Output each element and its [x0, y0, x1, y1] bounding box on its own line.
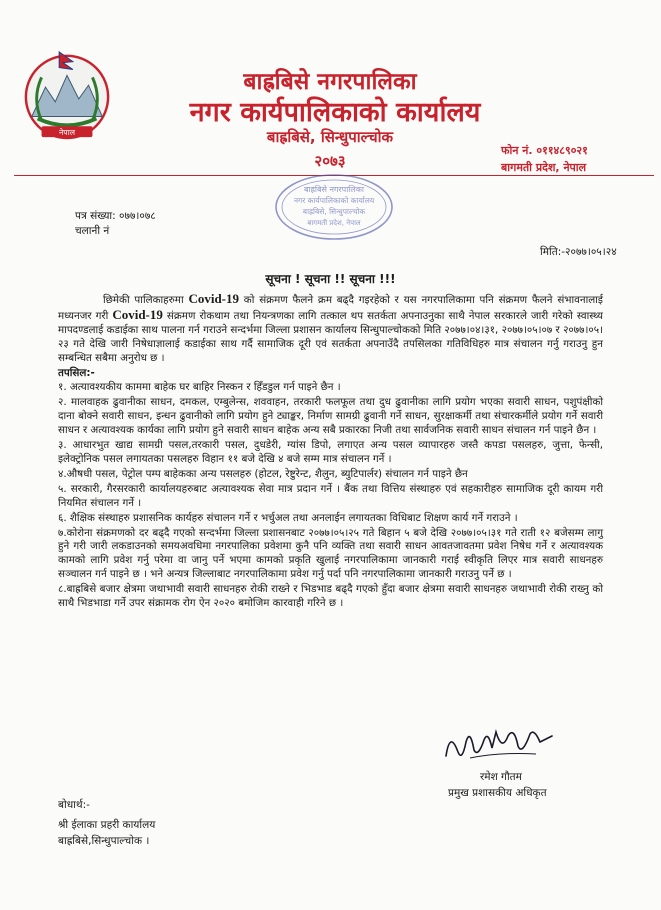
notice-body [58, 292, 603, 612]
cc-label: बोधार्थ:- [58, 799, 90, 811]
office-seal-stamp [272, 172, 396, 242]
cc-recipient-address: बाह्रबिसे,सिन्धुपाल्चोक । [58, 835, 150, 847]
established-year: २०७३ [314, 152, 346, 170]
list-item: ३. आधारभुत खाद्य सामग्री पसल,तरकारी पसल, दुधडेरी, ग्यांस डिपो, लगाएत अन्य पसल व्यापारहरु जस्तै कपडा पसलहरु, जुत्ता, फेन्सी, इलेक्ट्रोनिक पसल लगायतका पसलहरु विहान ११ बजे देखि ४ बजे सम्म मात्र संचालन गर्ने । [58, 439, 603, 465]
list-item: ८.बाह्रबिसे बजार क्षेत्रमा जथाभावी सवारी साधनहरु रोकी राख्ने र भिडभाड बढ्दै गएको हुँदा बजार क्षेत्रमा सवारी साधनहरु जथाभावी रोकी राख्नु को साथै भिडभाडा गर्ने उपर संक्रामक रोग ऐन २०२० बमोजिम कारवाही गरिने छ । [58, 583, 603, 610]
intro-text-3: संक्रमण रोकथाम तथा नियन्त्रणका लागि तत्काल थप सतर्कता अपनाउनुका साथै नेपाल सरकारले जारी गरेको स्वास्थ्य मापदण्डलाई कडाईका साथ पालना गर्न गराउने सन्दर्भमा जिल्ला प्रशासन कार्यालय सिन्धुपाल्चोकको मिति २०७७।०४।३१, २०७७।०५।०७ र २०७७।०५।२३ गते देखि जारी निषेधाज्ञालाई कडाईका साथ गर्दै सामाजिक दूरी एवं सतर्कता अपनाउँदै तपसिलका गतिविधिहरु मात्र संचालन गर्नु गराउनु हुन सम्बन्धित सबैमा अनुरोध छ । [58, 309, 603, 364]
office-location: बाह्रबिसे, सिन्धुपाल्चोक [266, 128, 394, 146]
intro-paragraph [58, 292, 603, 366]
contact-phone: फोन नं. ०११४८९०२१ [501, 144, 588, 157]
svg-text:नगर कार्यपालिकाको कार्यालय: नगर कार्यपालिकाको कार्यालय [293, 196, 375, 205]
reference-number: पत्र संख्या: ०७७।०७८ [75, 210, 156, 222]
details-heading: तपसिल:- [58, 366, 95, 379]
svg-text:बागमती प्रदेश, नेपाल: बागमती प्रदेश, नेपाल [307, 219, 361, 227]
contact-address: बागमती प्रदेश, नेपाल [501, 161, 587, 174]
handwritten-signature [440, 722, 560, 766]
dispatch-number: चलानी नं [75, 225, 110, 237]
nepal-emblem-logo [18, 48, 116, 140]
notice-title: सूचना ! सूचना !! सूचना !!! [265, 272, 396, 286]
list-item: ४.औषधी पसल, पेट्रोल पम्प बाहेकका अन्य पसलहरु (होटल, रेष्टुरेन्ट, शैलुन, ब्युटिपार्लर) संचालन गर्न पाइने छैन [58, 467, 468, 480]
intro-text-2: को संक्रमण फैलने क्रम बढ्दै गइरहेको र यस नगरपालिकामा पनि संक्रमण फैलने संभावनालाई मध्यनजर गरी [58, 294, 603, 322]
svg-text:बाह्रबिसे, सिन्धुपाल्चोक: बाह्रबिसे, सिन्धुपाल्चोक [302, 207, 366, 216]
covid-term: Covid-19 [112, 306, 163, 322]
list-item: ५. सरकारी, गैरसरकारी कार्यालयहरुबाट अत्यावश्यक सेवा मात्र प्रदान गर्ने । बैंक तथा वित्तिय संस्थाहरु एवं सहकारीहरु सामाजिक दूरी कायम गरी नियमित संचालन गर्ने । [58, 482, 603, 509]
office-name: बाह्रबिसे नगरपालिका [243, 69, 417, 95]
svg-text:नेपाल: नेपाल [58, 128, 76, 138]
intro-text-1: छिमेकी पालिकाहरुमा [103, 294, 189, 306]
cc-recipient: श्री ईलाका प्रहरी कार्यालय [58, 819, 156, 831]
letter-date: मिति:-२०७७।०५।२४ [540, 246, 617, 258]
signer-name: रमेश गौतम [480, 771, 522, 783]
svg-text:बाह्रबिसे नगरपालिका: बाह्रबिसे नगरपालिका [303, 185, 365, 194]
list-item: ६. शैक्षिक संस्थाहरु प्रशासनिक कार्यहरु संचालन गर्ने र भर्चुअल तथा अनलाईन लगायतका विधिबाट शिक्षण कार्य गर्ने गराउने । [58, 511, 518, 524]
list-item: ७.कोरोना संक्रमणको दर बढ्दै गएको सन्दर्भमा जिल्ला प्रशासनबाट २०७७।०५।२५ गते बिहान ५ बजे देखि २०७७।०५।३१ गते राती १२ बजेसम्म लागु हुने गरी जारी लकडाउनको समयअवधिमा नगरपालिका प्रवेशमा कुनै पनि व्यक्ति तथा सवारी साधन आवतजावतमा प्रवेश निषेध गर्ने र अत्यावश्यक कामको लागि प्रवेश गर्नु परेमा वा जानु पर्ने भएमा कामको प्रकृति खुलाई नगरपालिकामा जानकारी गराई स्वीकृति लिएर मात्र सवारी साधनहरु सञ्चालन गर्न पाइने छ । भने अन्यत्र जिल्लाबाट नगरपालिकामा प्रवेश गर्नु पर्दा पनि नगरपालिकामा जानकारी गराउनु पर्ने छ । [58, 526, 603, 581]
list-item: १. अत्यावश्यकीय काममा बाहेक घर बाहिर निस्कन र हिँडडुल गर्न पाइने छैन । [58, 381, 341, 394]
list-item: २. मालवाहक ढुवानीका साधन, दमकल, एम्बुलेन्स, शववाहन, तरकारी फलफूल तथा दुध ढुवानीका लागि प्रयोग भएका सवारी साधन, पशुपंक्षीको दाना बोक्ने सवारी साधन, इन्धन ढुवानीको लागि प्रयोग हुने ट्याङ्कर, निर्माण सामग्री ढुवानी गर्ने साधन, सुरक्षाकर्मी तथा संचारकर्मीले प्रयोग गर्ने सवारी साधन र अत्यावश्यक कार्यका लागि प्रयोग हुने सवारी साधन बाहेक अन्य सबै प्रकारका निजी तथा सार्वजनिक सवारी साधन संचालन गर्न पाइने छैन । [58, 396, 603, 437]
covid-term: Covid-19 [188, 291, 239, 306]
office-subtitle: नगर कार्यपालिकाको कार्यालय [189, 97, 481, 128]
signer-title: प्रमुख प्रशासकीय अधिकृत [448, 787, 547, 799]
